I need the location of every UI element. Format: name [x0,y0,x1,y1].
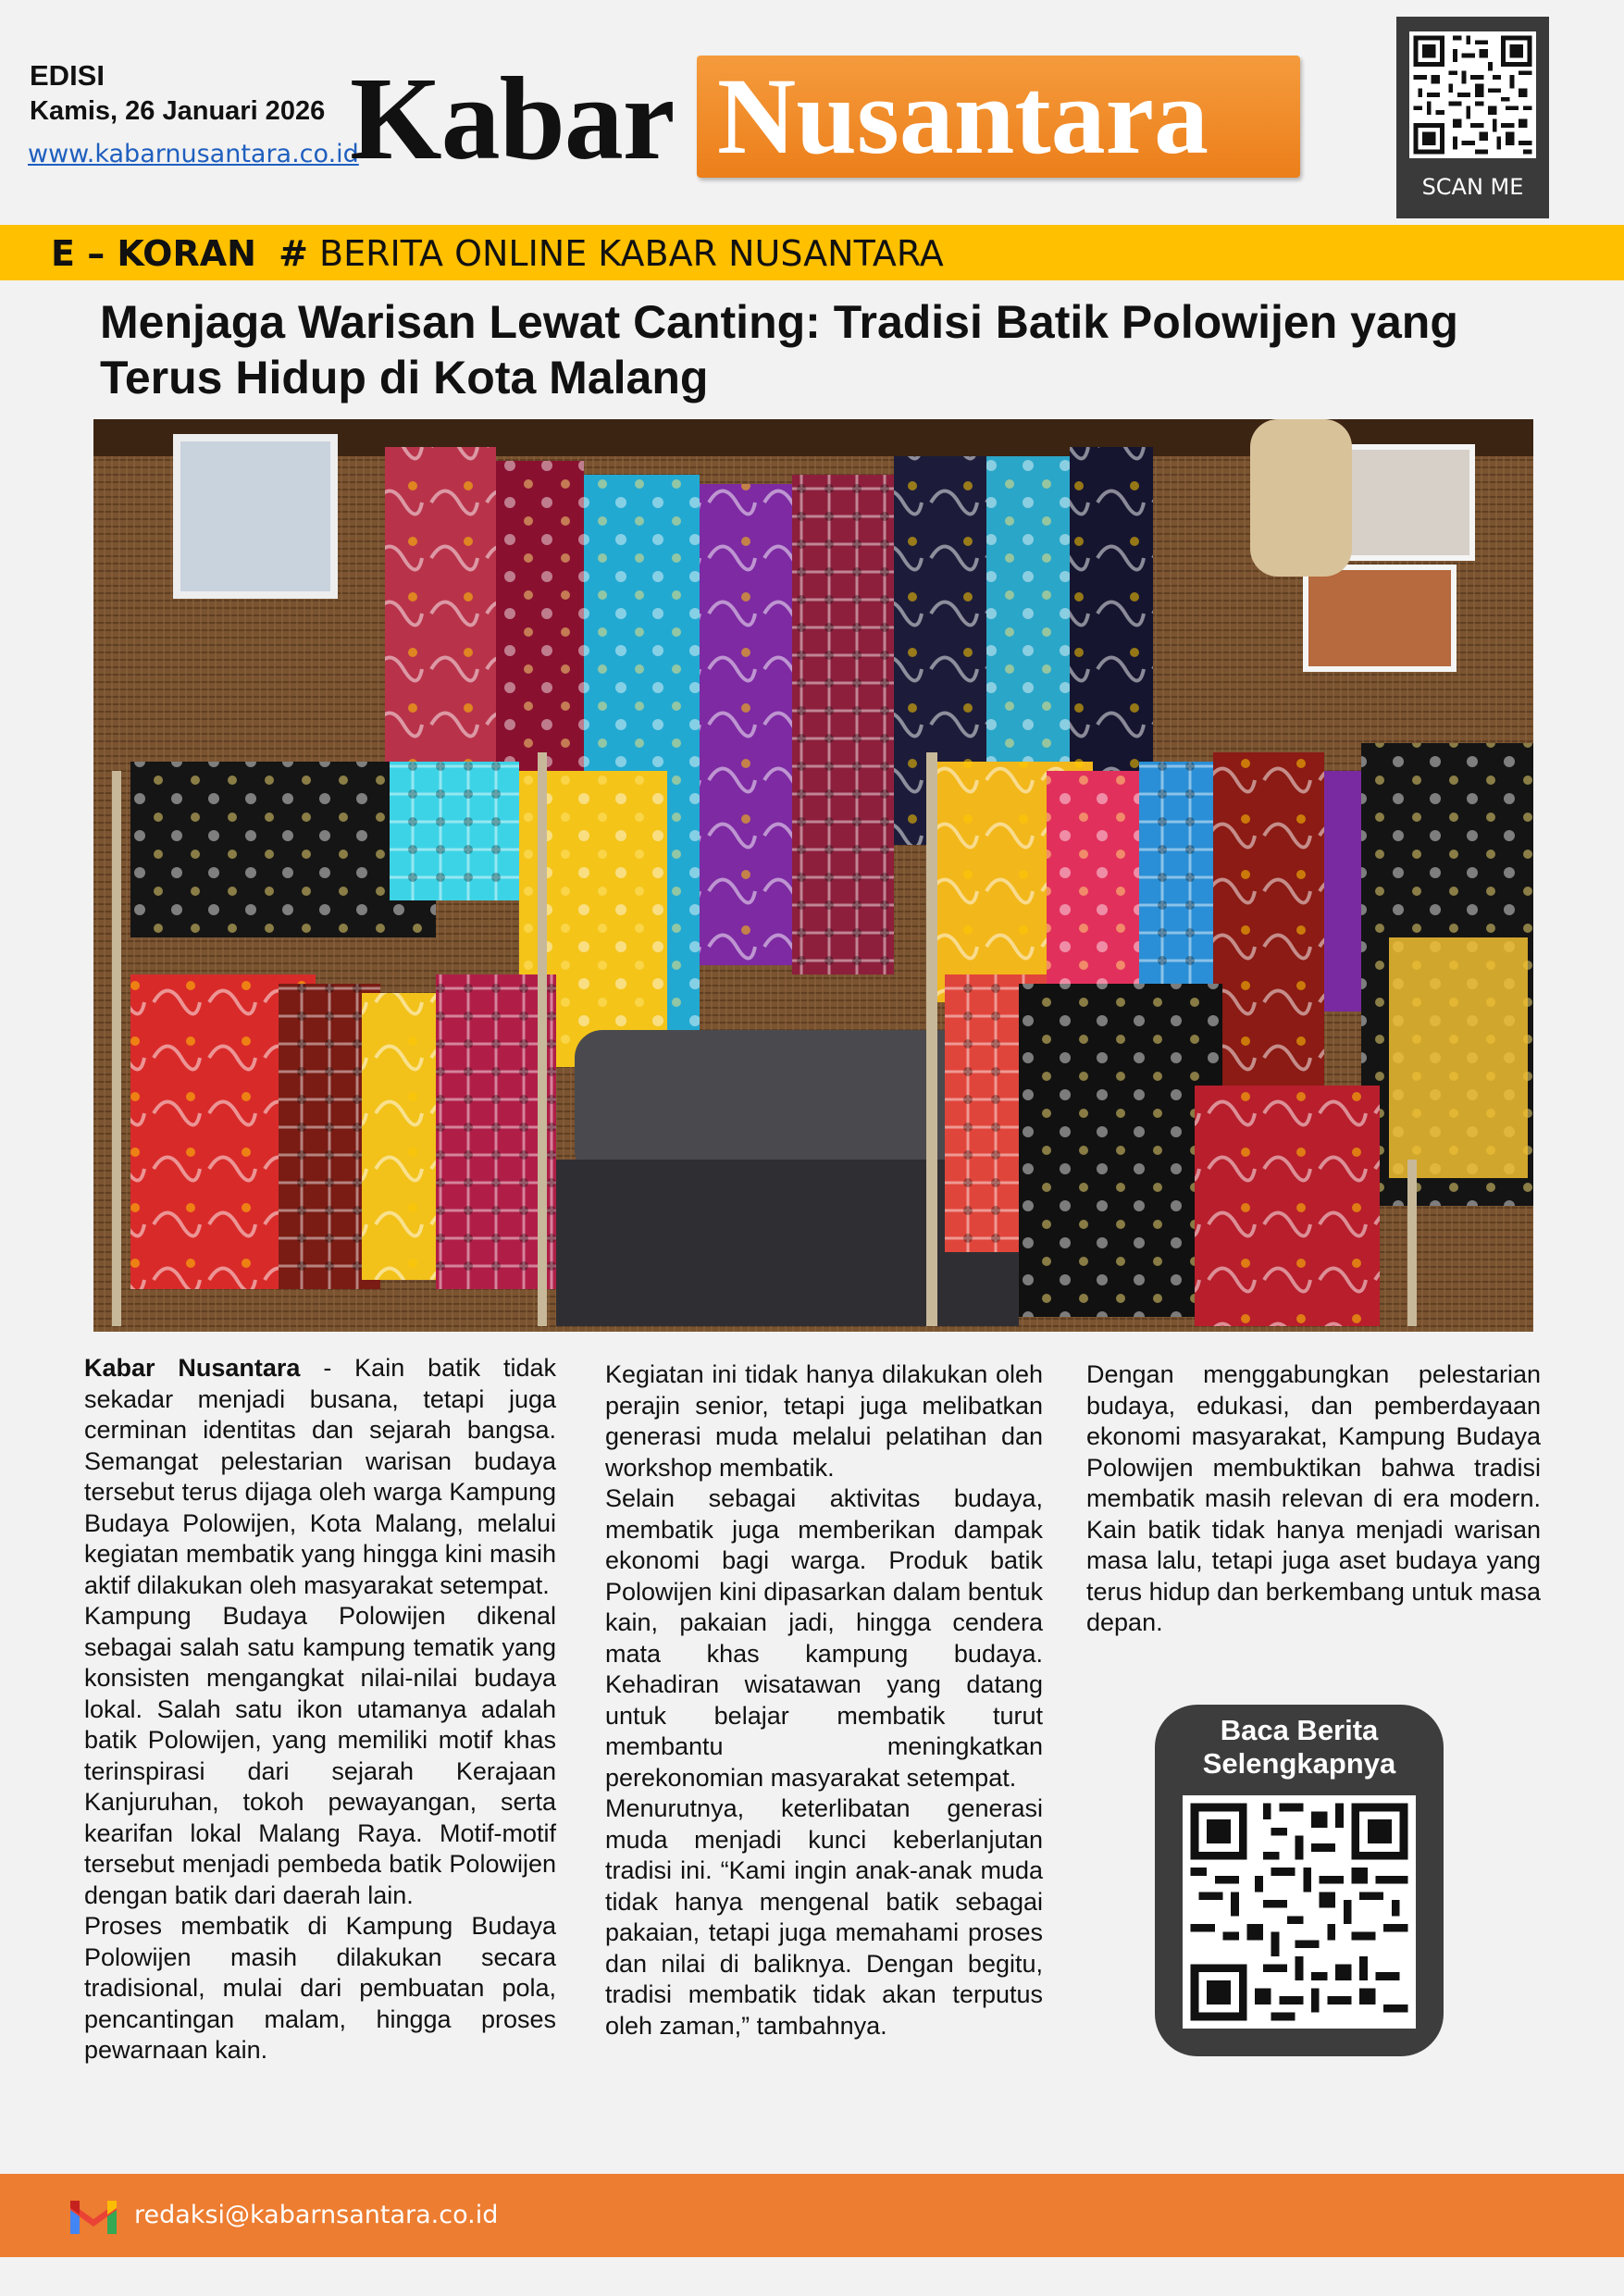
qr-scan-box[interactable] [1396,17,1549,218]
read-more-title [1155,1714,1444,1781]
headline-line-1: Menjaga Warisan Lewat Canting: Tradisi Batik Polowijen yang [100,296,1458,348]
paragraph-1-text: - Kain batik tidak sekadar menjadi busana, tetapi juga cerminan identitas dan sejarah bangsa. Semangat pelestarian warisan budaya tersebut terus dijaga oleh warga Kampung Budaya Polowijen, Kota Malang, melalui kegiatan membatik yang hingga kini masih aktif dilakukan oleh masyarakat setempat. [84,1354,556,1599]
paragraph-6: Menurutnya, keterlibatan generasi muda menjadi kunci keberlanjutan tradisi ini. “Kami ingin anak-anak muda tidak hanya mengenal batik sebagai pakaian, tetapi juga memahami proses dan nilai di baliknya. Dengan begitu, tradisi membatik tidak akan terputus oleh zaman,” tambahnya. [605,1794,1043,2040]
banner-text [51,235,944,272]
article-photo [93,419,1533,1332]
banner-hash: # [279,233,308,274]
paragraph-7: Dengan menggabungkan pelestarian budaya, edukasi, dan pemberdayaan ekonomi masyarakat, Kampung Budaya Polowijen membuktikan bahwa tradisi membatik masih relevan di era modern. Kain batik tidak hanya menjadi warisan masa lalu, tetapi juga aset budaya yang terus hidup dan berkembang untuk masa depan. [1086,1360,1541,1636]
banner-subtitle: BERITA ONLINE KABAR NUSANTARA [319,233,944,274]
paragraph-2: Kampung Budaya Polowijen dikenal sebagai salah satu kampung tematik yang konsisten mengangkat nilai-nilai budaya lokal. Salah satu ikon utamanya adalah batik Polowijen, yang memiliki motif khas terinspirasi dari sejarah Kerajaan Kanjuruhan, tokoh pewayangan, serta kearifan lokal Malang Raya. Motif-motif tersebut menjadi pembeda batik Polowijen dengan batik dari daerah lain. [84,1602,556,1909]
qr-code-icon [1183,1795,1416,2029]
read-more-qr-card[interactable] [1155,1705,1444,2056]
gmail-icon [68,2197,118,2236]
article-column-1 [84,1353,556,2066]
headline-line-2: Terus Hidup di Kota Malang [100,352,709,403]
read-more-line-2: Selengkapnya [1202,1747,1396,1780]
read-more-line-1: Baca Berita [1220,1714,1379,1746]
website-link[interactable]: www.kabarnusantara.co.id [28,140,359,168]
logo-word-kabar: Kabar [350,53,675,184]
paragraph-5: Selain sebagai aktivitas budaya, membatik juga memberikan dampak ekonomi bagi warga. Produk batik Polowijen kini dipasarkan dalam bentuk kain, pakaian jadi, hingga cendera mata khas kampung budaya. Kehadiran wisatawan yang datang untuk belajar membatik turut membantu meningkatkan perekonomian masyarakat setempat. [605,1484,1043,1792]
scan-me-label: SCAN ME [1421,174,1524,200]
banner-ekoran: E – KORAN [51,233,256,274]
batik-display-illustration [93,419,1533,1332]
article-column-3 [1086,1359,1541,1639]
edition-date: Kamis, 26 Januari 2026 [30,96,326,126]
footer-email-link[interactable]: redaksi@kabarnsantara.co.id [134,2201,499,2229]
paragraph-3: Proses membatik di Kampung Budaya Polowijen masih dilakukan secara tradisional, mulai dari pembuatan pola, pencantingan malam, hingga proses pewarnaan kain. [84,1912,556,2064]
logo-word-nusantara: Nusantara [717,56,1209,177]
edition-label: EDISI [30,59,105,92]
byline: Kabar Nusantara [84,1354,301,1382]
paragraph-1 [84,1353,556,1601]
paragraph-4: Kegiatan ini tidak hanya dilakukan oleh perajin senior, tetapi juga melibatkan generasi muda melalui pelatihan dan workshop membatik. [605,1360,1043,1482]
article-headline [100,294,1543,405]
article-column-2 [605,1359,1043,2042]
qr-code-icon [1409,31,1536,158]
